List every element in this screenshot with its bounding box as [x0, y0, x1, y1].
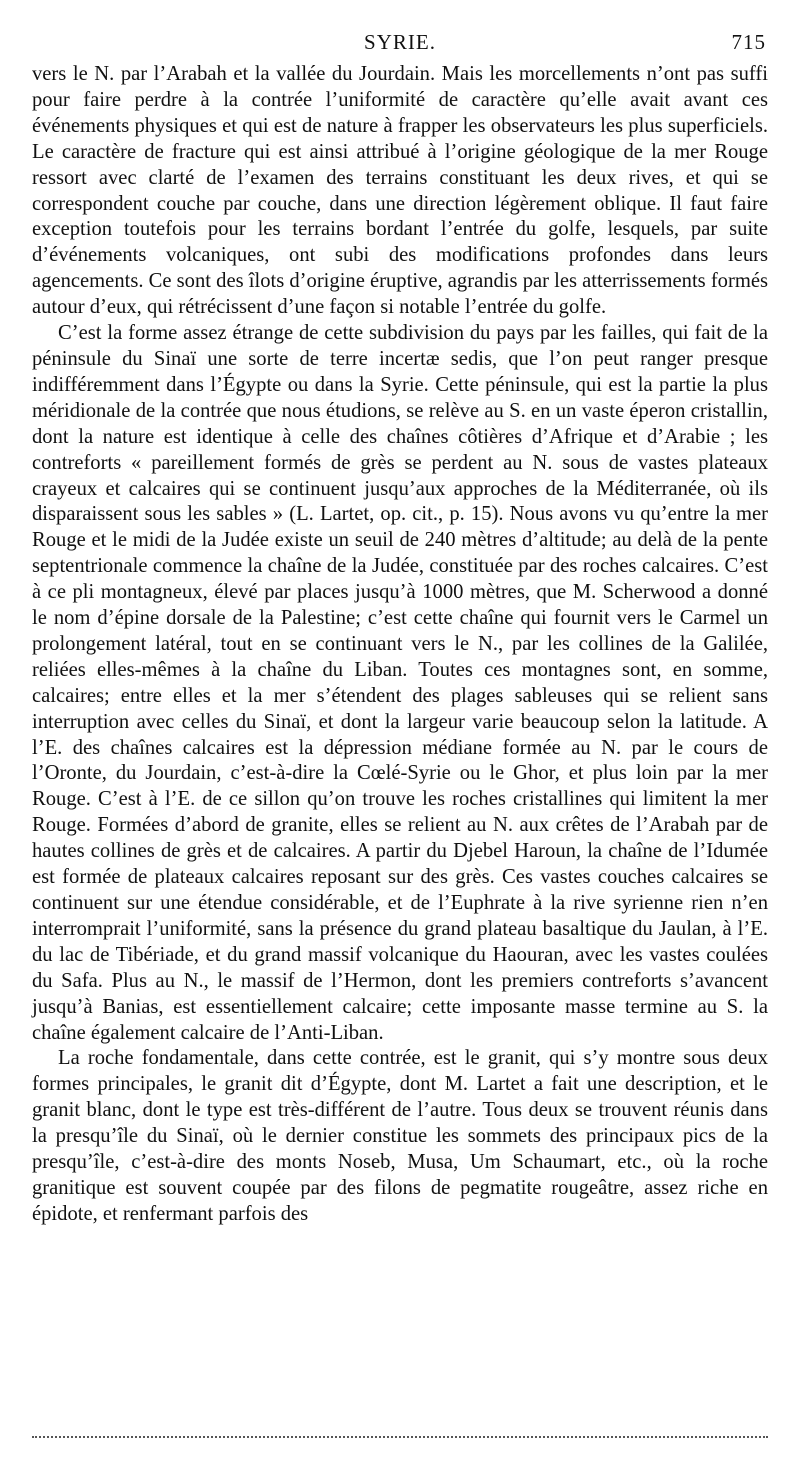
paragraph-2: C’est la forme assez étrange de cette subdivision du pays par les failles, qui fait de la péninsule du Sinaï une sorte de terre incertæ sedis, que l’on peut ranger presque indifféremment dans l’Égypte ou dans la Syrie. Cette péninsule, qui est la partie la plus méridionale de la contrée que nous étudions, se relève au S. en un vaste éperon cristallin, dont la nature est identique à celle des chaînes côtières d’Afrique et d’Arabie ; les contreforts « pareillement formés de grès se perdent au N. sous de vastes plateaux crayeux et calcaires qui se continuent jusqu’aux approches de la Méditerranée, où ils disparaissent sous les sables » (L. Lartet, op. cit., p. 15). Nous avons vu qu’entre la mer Rouge et le midi de la Judée existe un seuil de 240 mètres d’altitude; au delà de la pente septentrionale commence la chaîne de la Judée, constituée par des roches calcaires. C’est à ce pli montagneux, élevé par places jusqu’à 1000 mètres, que M. Scherwood a donné le nom d’épine dorsale de la Palestine; c’est cette chaîne qui fournit vers le Carmel un prolongement latéral, tout en se continuant vers le N., par les collines de la Galilée, reliées elles-mêmes à la chaîne du Liban. Toutes ces montagnes sont, en somme, calcaires; entre elles et la mer s’étendent des plages sableuses qui se relient sans interruption avec celles du Sinaï, et dont la largeur varie beaucoup selon la latitude. A l’E. des chaînes calcaires est la dépression médiane formée au N. par le cours de l’Oronte, du Jourdain, c’est-à-dire la Cœlé-Syrie ou le Ghor, et plus loin par la mer Rouge. C’est à l’E. de ce sillon qu’on trouve les roches cristallines qui limitent la mer Rouge. Formées d’abord de granite, elles se relient au N. aux crêtes de l’Arabah par de hautes collines de grès et de calcaires. A partir du Djebel Haroun, la chaîne de l’Idumée est formée de plateaux calcaires reposant sur des grès. Ces vastes couches calcaires se continuent sur une étendue considérable, et de l’Euphrate à la rive syrienne rien n’en interromprait l’uniformité, sans la présence du grand plateau basaltique du Jaulan, à l’E. du lac de Tibériade, et du grand massif volcanique du Haouran, avec les vastes coulées du Safa. Plus au N., le massif de l’Hermon, dont les premiers contreforts s’avancent jusqu’à Banias, est essentiellement calcaire; cette imposante masse termine au S. la chaîne également calcaire de l’Anti-Liban. — [32, 322, 768, 1044]
body-text — [32, 62, 768, 1228]
paragraph-3: La roche fondamentale, dans cette contrée, est le granit, qui s’y montre sous deux formes principales, le granit dit d’Égypte, dont M. Lartet a fait une description, et le granit blanc, dont le type est très-différent de l’autre. Tous deux se trouvent réunis dans la presqu’île du Sinaï, où le dernier constitue les sommets des principaux pics de la presqu’île, c’est-à-dire des monts Noseb, Musa, Um Schaumart, etc., où la roche granitique est souvent coupée par des filons de pegmatite rougeâtre, assez riche en épidote, et renfermant parfois des — [32, 1047, 768, 1225]
paragraph-1: vers le N. par l’Arabah et la vallée du Jourdain. Mais les morcellements n’ont pas suffi pour faire perdre à la contrée l’uniformité de caractère qu’elle avait avant ces événements physiques et qui est de nature à frapper les observateurs les plus superficiels. Le caractère de fracture qui est ainsi attribué à l’origine géologique de la mer Rouge ressort avec clarté de l’examen des terrains constituant les deux rives, et qui se correspondent couche par couche, dans une direction légèrement oblique. Il faut faire exception toutefois pour les terrains bordant l’entrée du golfe, lesquels, par suite d’événements volcaniques, ont subi des modifications profondes dans leurs agencements. Ce sont des îlots d’origine éruptive, agrandis par les atterrissements formés autour d’eux, qui rétrécissent d’une façon si notable l’entrée du golfe. — [32, 63, 769, 319]
page-number: 715 — [731, 30, 766, 54]
running-title: SYRIE. — [364, 30, 436, 54]
footer-dotted-rule — [32, 1436, 768, 1438]
running-head — [32, 30, 768, 56]
